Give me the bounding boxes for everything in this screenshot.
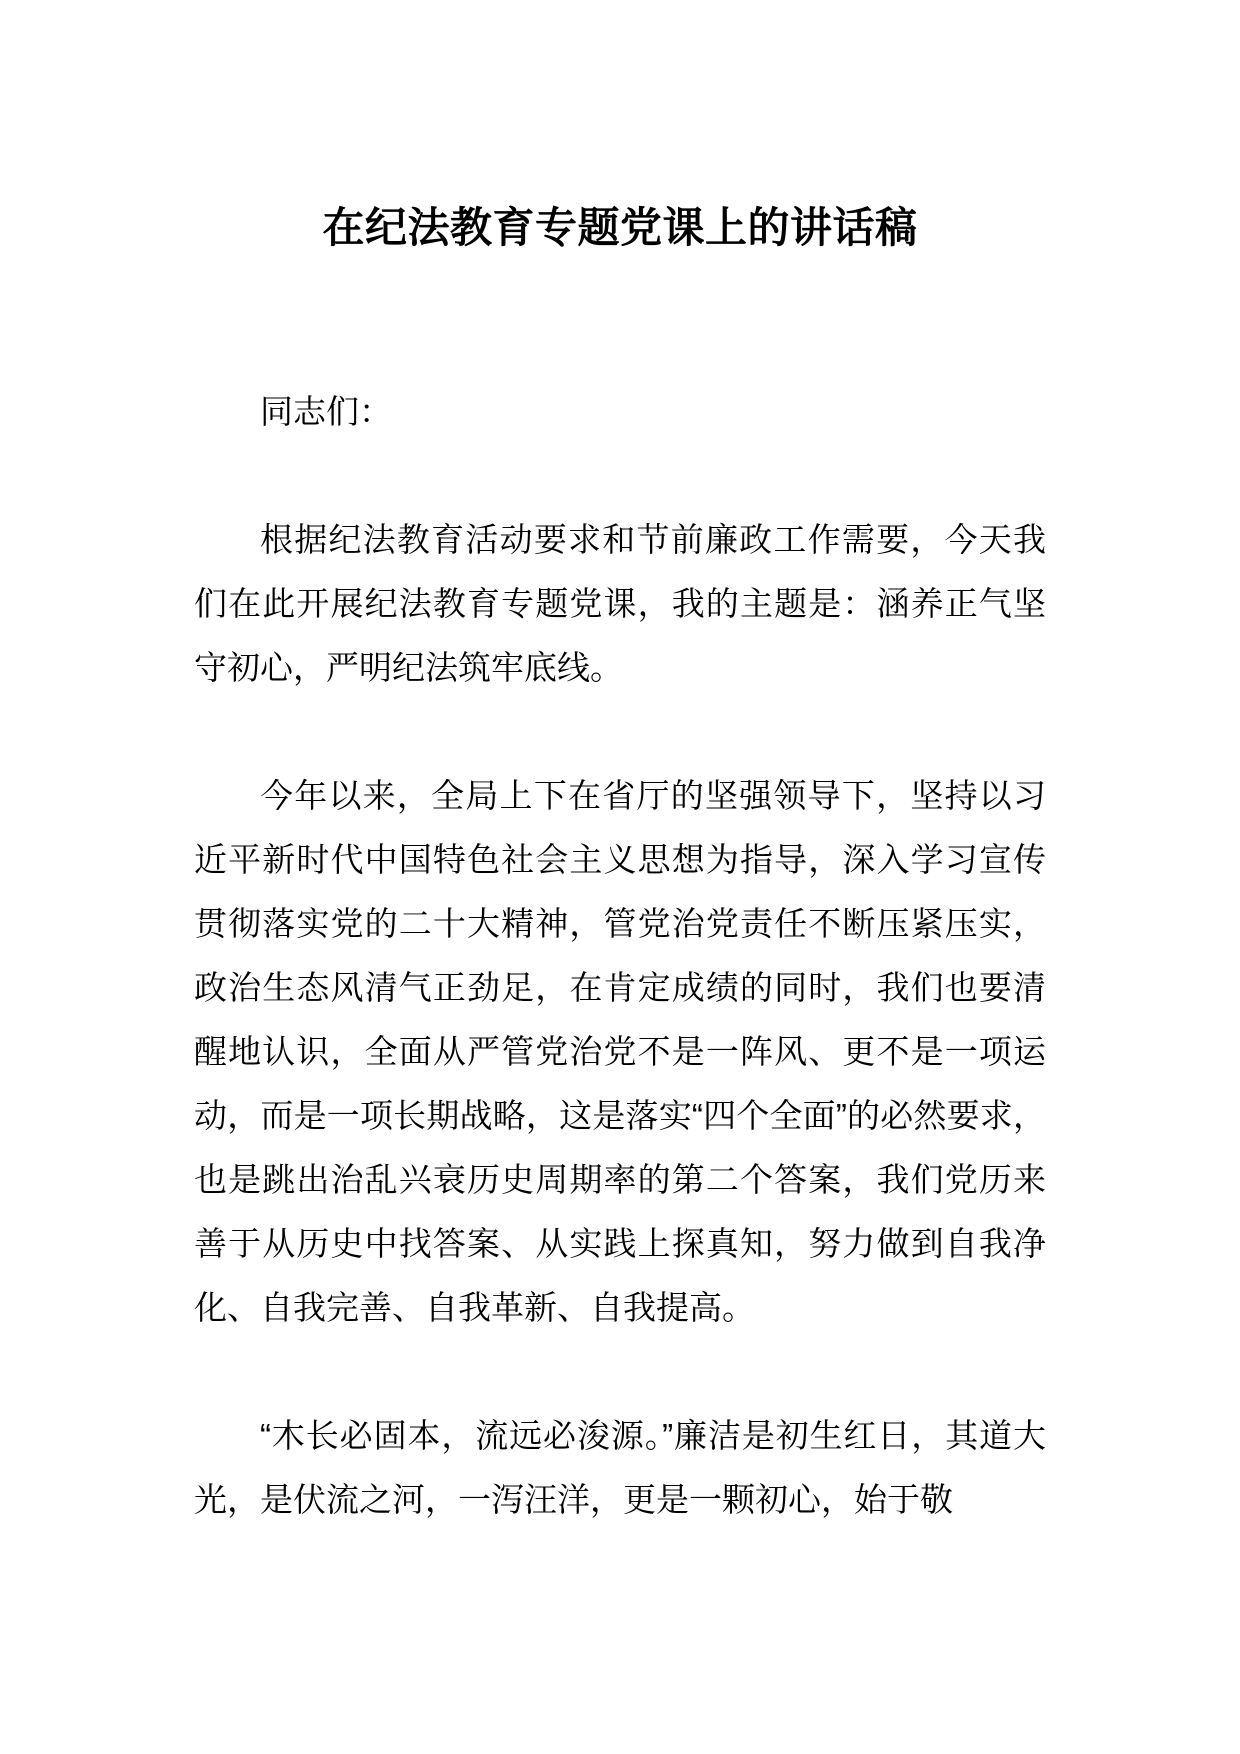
paragraph-body: 今年以来，全局上下在省厅的坚强领导下，坚持以习近平新时代中国特色社会主义思想为指导，深入学习宣传贯彻落实党的二十大精神，管党治党责任不断压紧压实，政治生态风清气正劲足，在肯定成绩的同时，我们也要清醒地认识，全面从严管党治党不是一阵风、更不是一项运动，而是一项长期战略，这是落实“四个全面”的必然要求，也是跳出治乱兴衰历史周期率的第二个答案，我们党历来善于从历史中找答案、从实践上探真知，努力做到自我净化、自我完善、自我革新、自我提高。: [194, 777, 1046, 1326]
document-title: 在纪法教育专题党课上的讲话稿: [322, 204, 918, 251]
paragraph-intro: 根据纪法教育活动要求和节前廉政工作需要，今天我们在此开展纪法教育专题党课，我的主题是：涵养正气坚守初心，严明纪法筑牢底线。: [194, 521, 1046, 686]
paragraph-salutation: 同志们：: [260, 393, 392, 430]
paragraph-quote: “木长必固本，流远必浚源。”廉洁是初生红日，其道大光，是伏流之河，一泻汪洋，更是一颗初心，始于敬: [194, 1417, 1046, 1518]
document-content: [194, 0, 1046, 1532]
